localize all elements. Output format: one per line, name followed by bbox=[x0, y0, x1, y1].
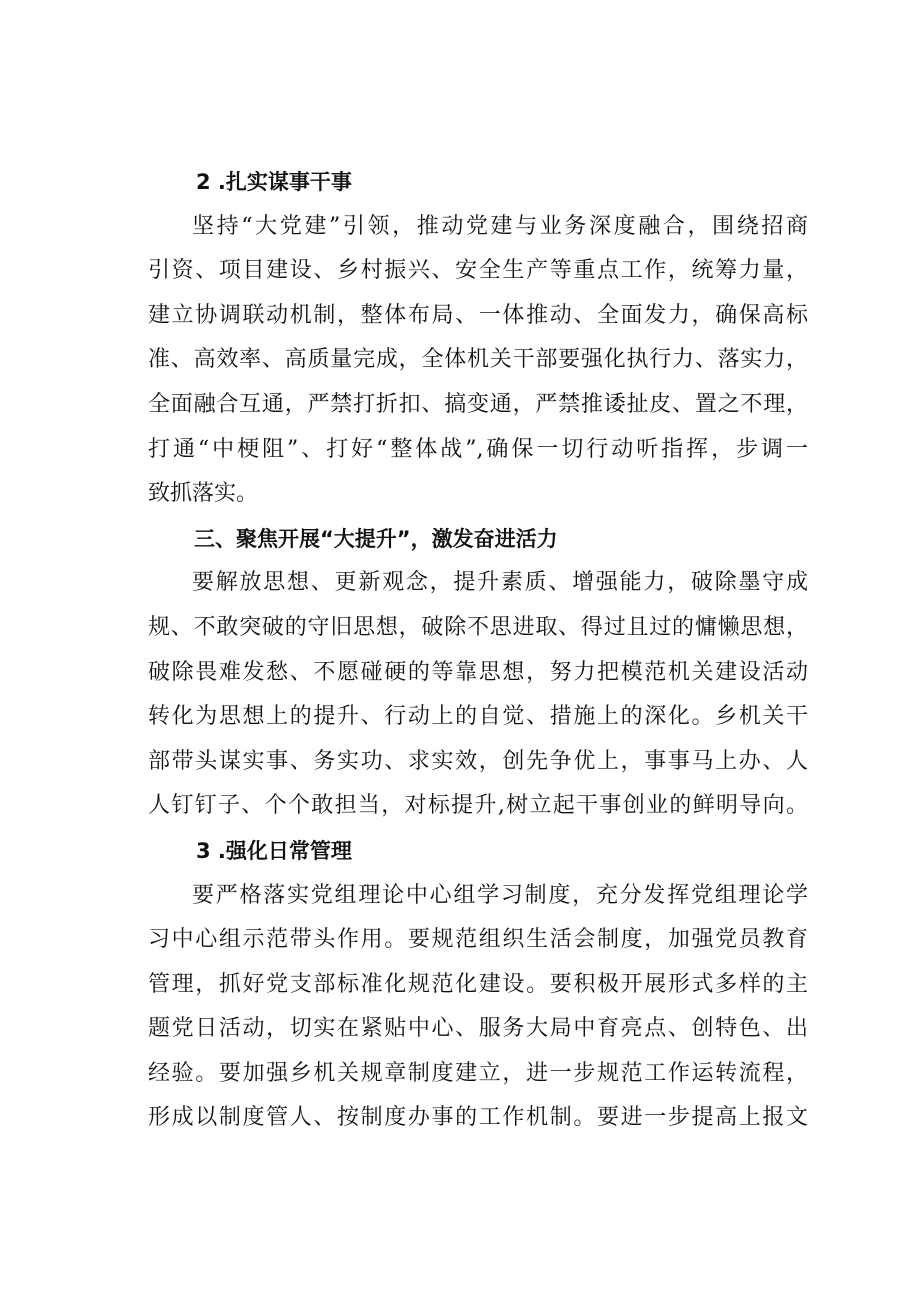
paragraph-line: 要严格落实党组理论中心组学习制度，充分发挥党组理论学 bbox=[192, 882, 808, 908]
section-heading: 3 .强化日常管理 bbox=[196, 838, 352, 863]
paragraph-line: 习中心组示范带头作用。要规范组织生活会制度，加强党员教育 bbox=[148, 927, 808, 953]
paragraph-line: 建立协调联动机制，整体布局、一体推动、全面发力，确保高标 bbox=[148, 302, 808, 328]
paragraph-line: 打通“中梗阻”、打好“整体战”,确保一切行动听指挥，步调一 bbox=[148, 436, 808, 462]
paragraph-line: 转化为思想上的提升、行动上的自觉、措施上的深化。乡机关干 bbox=[148, 704, 808, 730]
paragraph-line: 部带头谋实事、务实功、求实效，创先争优上，事事马上办、人 bbox=[148, 748, 808, 774]
paragraph-line: 全面融合互通，严禁打折扣、搞变通，严禁推诿扯皮、置之不理， bbox=[148, 391, 808, 417]
section-heading: 三、聚焦开展“大提升”，激发奋进活力 bbox=[194, 526, 558, 551]
paragraph-line: 题党日活动，切实在紧贴中心、服务大局中育亮点、创特色、出 bbox=[148, 1016, 808, 1042]
paragraph-line: 要解放思想、更新观念，提升素质、增强能力，破除墨守成 bbox=[192, 570, 808, 596]
paragraph-line: 破除畏难发愁、不愿碰硬的等靠思想，努力把模范机关建设活动 bbox=[148, 659, 808, 685]
paragraph-line: 管理，抓好党支部标准化规范化建设。要积极开展形式多样的主 bbox=[148, 971, 808, 997]
paragraph-line: 形成以制度管人、按制度办事的工作机制。要进一步提高上报文 bbox=[148, 1105, 808, 1131]
paragraph-line: 人钉钉子、个个敢担当，对标提升,树立起干事创业的鲜明导向。 bbox=[148, 793, 808, 819]
document-body bbox=[148, 160, 808, 1141]
section-heading: 2 .扎实谋事干事 bbox=[196, 170, 352, 194]
paragraph-line: 致抓落实。 bbox=[148, 481, 259, 507]
paragraph-line: 规、不敢突破的守旧思想，破除不思进取、得过且过的慵懒思想， bbox=[148, 614, 808, 640]
paragraph-line: 经验。要加强乡机关规章制度建立，进一步规范工作运转流程， bbox=[148, 1060, 808, 1086]
paragraph-line: 引资、项目建设、乡村振兴、安全生产等重点工作，统筹力量， bbox=[148, 258, 808, 284]
paragraph-line: 坚持“大党建”引领，推动党建与业务深度融合，围绕招商 bbox=[192, 213, 808, 239]
paragraph-line: 准、高效率、高质量完成，全体机关干部要强化执行力、落实力， bbox=[148, 347, 808, 373]
